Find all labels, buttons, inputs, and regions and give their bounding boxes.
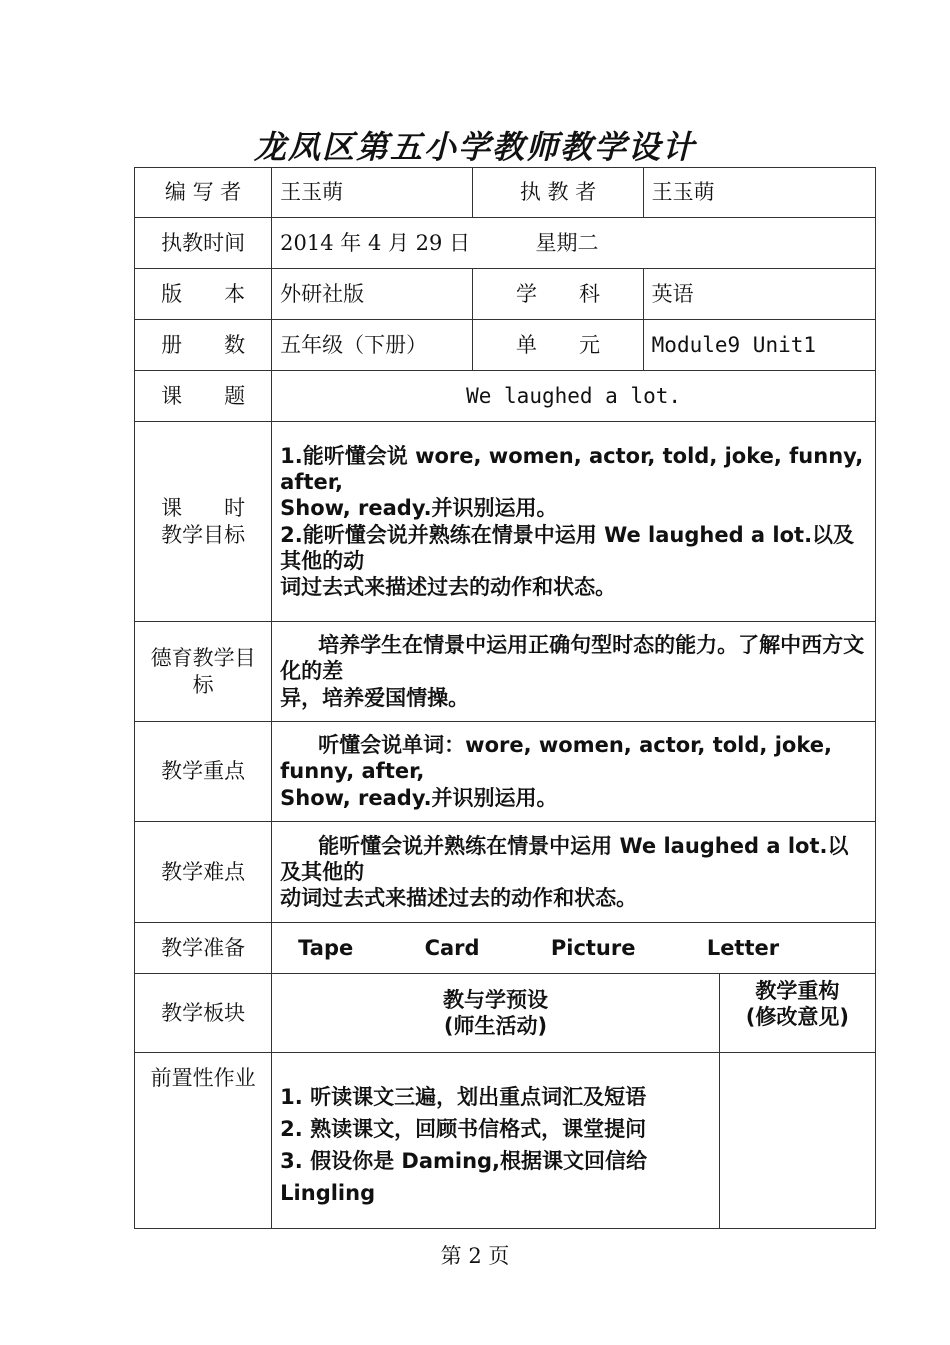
label-author: 编 写 者 <box>135 168 272 218</box>
label-topic: 课 题 <box>135 371 272 422</box>
value-time <box>272 218 876 269</box>
row-author <box>135 168 876 218</box>
homework-item: 1. 听读课文三遍，划出重点词汇及短语 <box>280 1085 647 1109</box>
header-teaching-rebuild-line1: 教学重构 <box>755 979 840 1003</box>
value-key-points <box>272 722 876 822</box>
header-teaching-rebuild-line2: (修改意见) <box>745 1005 849 1030</box>
row-pre-homework <box>135 1053 876 1229</box>
header-teaching-preset <box>272 974 720 1053</box>
page-footer: 第 2 页 <box>440 1244 510 1268</box>
value-time-date: 2014 年 4 月 29 日 <box>280 230 471 255</box>
difficulty-line: 动词过去式来描述过去的动作和状态。 <box>280 886 638 911</box>
value-difficulties <box>272 822 876 923</box>
value-volume: 五年级（下册） <box>272 320 473 371</box>
header-teaching-preset-line2: (师生活动) <box>443 1014 548 1038</box>
label-teacher: 执 教 者 <box>473 168 643 218</box>
lesson-goal-line: 词过去式来描述过去的动作和状态。 <box>280 575 617 599</box>
prep-item-picture: Picture <box>550 935 636 960</box>
row-key-points <box>135 722 876 822</box>
label-subject: 学 科 <box>473 269 643 320</box>
prep-item-tape: Tape <box>298 935 354 960</box>
label-module: 教学板块 <box>135 974 272 1053</box>
key-point-line: Show, ready.并识别运用。 <box>280 785 558 810</box>
value-lesson-goals <box>272 422 876 622</box>
homework-item: 3. 假设你是 Daming,根据课文回信给 Lingling <box>280 1149 648 1205</box>
page-title: 龙凤区第五小学教师教学设计 <box>253 128 696 166</box>
moral-goal-line: 培养学生在情景中运用正确句型时态的能力。了解中西方文化的差 <box>280 633 865 684</box>
value-author: 王玉萌 <box>272 168 473 218</box>
row-module-header <box>135 974 876 1053</box>
lesson-goal-line: Show, ready.并识别运用。 <box>280 496 558 521</box>
lesson-goal-line: 2.能听懂会说并熟练在情景中运用 We laughed a lot.以及其他的动 <box>280 522 855 573</box>
label-lesson-goals <box>135 422 272 622</box>
row-topic <box>135 371 876 422</box>
label-preparation: 教学准备 <box>135 923 272 974</box>
key-point-line: 听懂会说单词：wore, women, actor, told, joke, funny, after, <box>280 733 832 784</box>
row-edition <box>135 269 876 320</box>
value-preparation <box>272 923 876 974</box>
row-lesson-goals <box>135 422 876 622</box>
label-edition: 版 本 <box>135 269 272 320</box>
lesson-goal-line: 1.能听懂会说 wore, women, actor, told, joke, funny, after, <box>280 443 864 494</box>
value-pre-homework-notes <box>719 1053 875 1229</box>
header-teaching-rebuild <box>719 974 875 1053</box>
value-topic: We laughed a lot. <box>272 371 876 422</box>
value-time-weekday: 星期二 <box>535 230 599 255</box>
label-unit: 单 元 <box>473 320 643 371</box>
value-edition: 外研社版 <box>272 269 473 320</box>
label-lesson-goals-line1: 课 时 <box>161 496 246 521</box>
header-teaching-preset-line1: 教与学预设 <box>442 987 548 1012</box>
label-pre-homework: 前置性作业 <box>135 1053 272 1229</box>
label-moral-goals-line1: 德育教学目 <box>150 646 256 671</box>
label-difficulties: 教学难点 <box>135 822 272 923</box>
value-pre-homework <box>272 1053 720 1229</box>
label-lesson-goals-line2: 教学目标 <box>161 522 246 547</box>
value-moral-goals <box>272 622 876 722</box>
label-moral-goals <box>135 622 272 722</box>
prep-item-card: Card <box>424 935 480 960</box>
lesson-plan-table <box>134 167 876 1229</box>
label-key-points: 教学重点 <box>135 722 272 822</box>
prep-item-letter: Letter <box>706 935 780 960</box>
row-volume <box>135 320 876 371</box>
row-difficulties <box>135 822 876 923</box>
moral-goal-line: 异，培养爱国情操。 <box>280 685 470 710</box>
value-subject: 英语 <box>643 269 875 320</box>
row-moral-goals <box>135 622 876 722</box>
value-teacher: 王玉萌 <box>643 168 875 218</box>
row-preparation <box>135 923 876 974</box>
value-unit: Module9 Unit1 <box>643 320 875 371</box>
difficulty-line: 能听懂会说并熟练在情景中运用 We laughed a lot.以及其他的 <box>280 833 849 884</box>
label-moral-goals-line2: 标 <box>192 672 214 697</box>
label-time: 执教时间 <box>135 218 272 269</box>
label-volume: 册 数 <box>135 320 272 371</box>
homework-item: 2. 熟读课文，回顾书信格式，课堂提问 <box>280 1117 647 1141</box>
row-time <box>135 218 876 269</box>
